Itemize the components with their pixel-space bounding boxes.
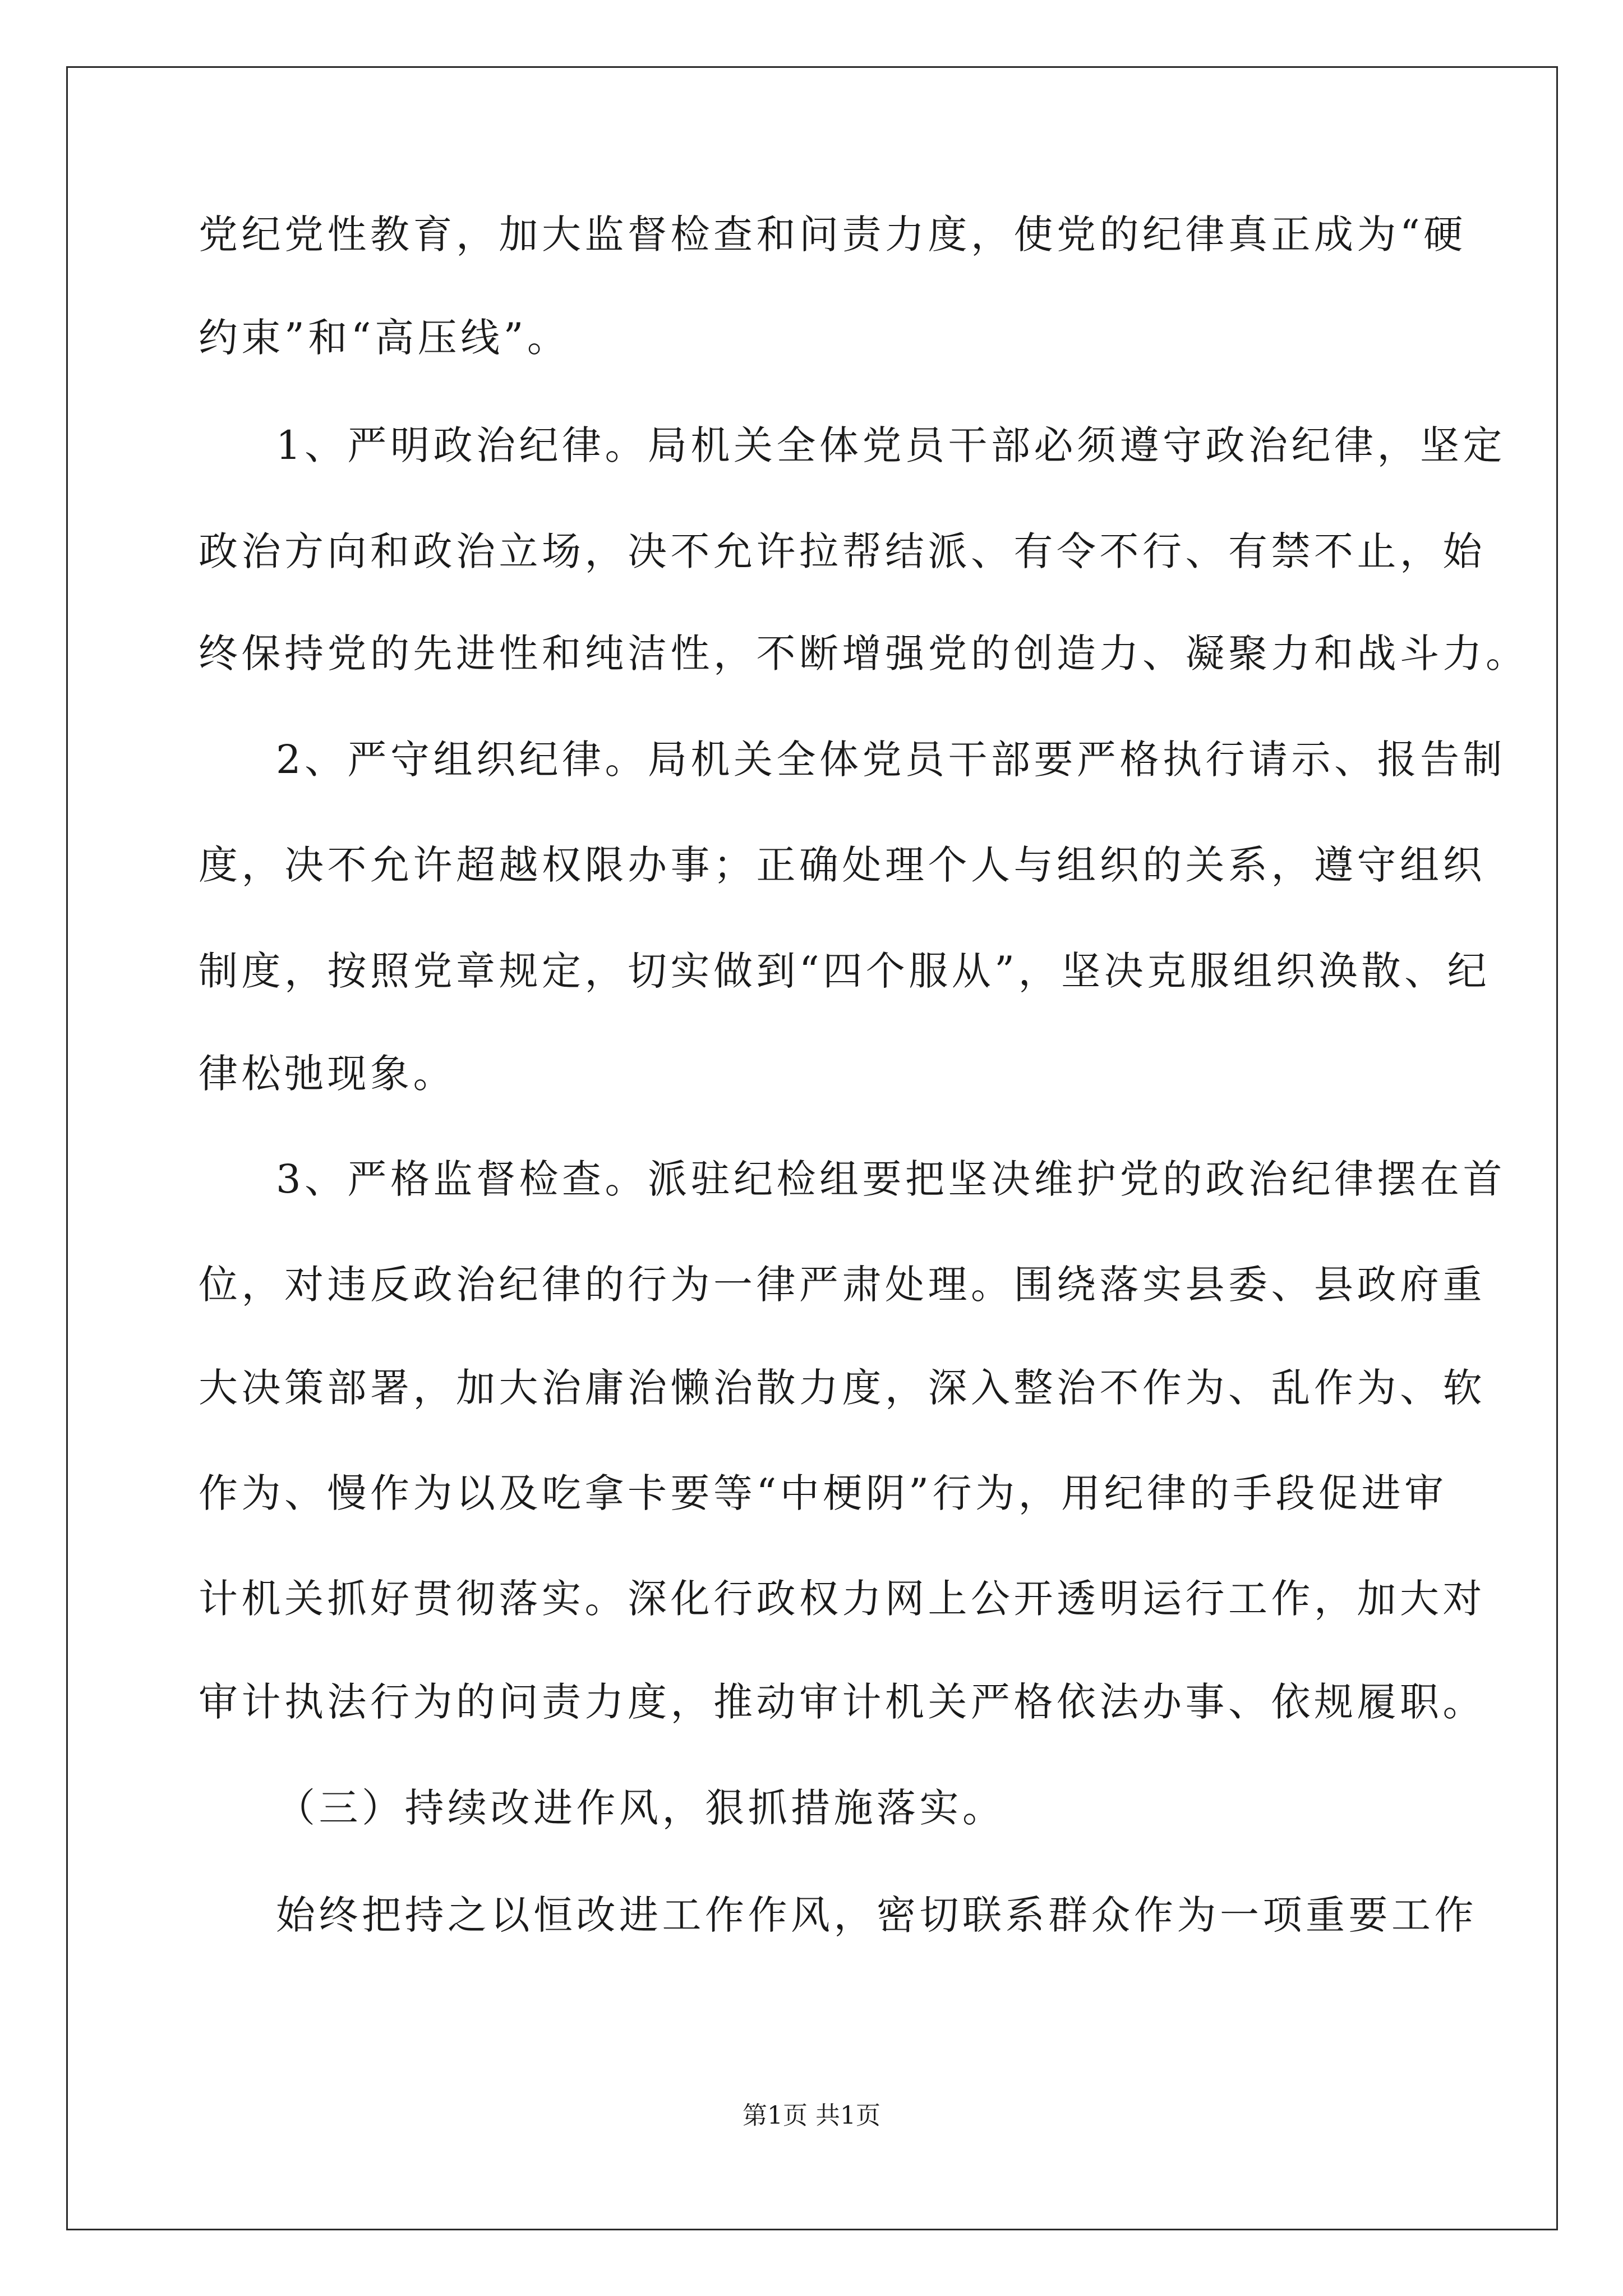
- text-line: 律松弛现象。: [199, 1051, 456, 1097]
- text-line: 度，决不允许超越权限办事；正确处理个人与组织的关系，遵守组织: [199, 842, 1486, 888]
- text-line: 约束”和“高压线”。: [199, 315, 570, 361]
- text-line: 审计执法行为的问责力度，推动审计机关严格依法办事、依规履职。: [199, 1679, 1486, 1725]
- text-line: 位，对违反政治纪律的行为一律严肃处理。围绕落实县委、县政府重: [199, 1262, 1486, 1308]
- page-number-footer: 第1页 共1页: [743, 2101, 880, 2130]
- text-line: 政治方向和政治立场，决不允许拉帮结派、有令不行、有禁不止，始: [199, 528, 1486, 574]
- text-line: 党纪党性教育，加大监督检查和问责力度，使党的纪律真正成为“硬: [199, 211, 1467, 257]
- section-heading: （三）持续改进作风，狠抓措施落实。: [276, 1785, 1006, 1831]
- text-line: 计机关抓好贯彻落实。深化行政权力网上公开透明运行工作，加大对: [199, 1576, 1486, 1622]
- text-line: 终保持党的先进性和纯洁性，不断增强党的创造力、凝聚力和战斗力。: [199, 631, 1529, 677]
- text-line: 2、严守组织纪律。局机关全体党员干部要严格执行请示、报告制: [276, 737, 1506, 783]
- text-line: 1、严明政治纪律。局机关全体党员干部必须遵守政治纪律，坚定: [276, 422, 1506, 468]
- text-line: 大决策部署，加大治庸治懒治散力度，深入整治不作为、乱作为、软: [199, 1365, 1486, 1411]
- text-line: 始终把持之以恒改进工作作风，密切联系群众作为一项重要工作: [276, 1892, 1477, 1938]
- text-line: 3、严格监督检查。派驻纪检组要把坚决维护党的政治纪律摆在首: [276, 1156, 1506, 1202]
- text-line: 作为、慢作为以及吃拿卡要等“中梗阴”行为，用纪律的手段促进审: [199, 1470, 1447, 1516]
- text-line: 制度，按照党章规定，切实做到“四个服从”，坚决克服组织涣散、纪: [199, 948, 1491, 994]
